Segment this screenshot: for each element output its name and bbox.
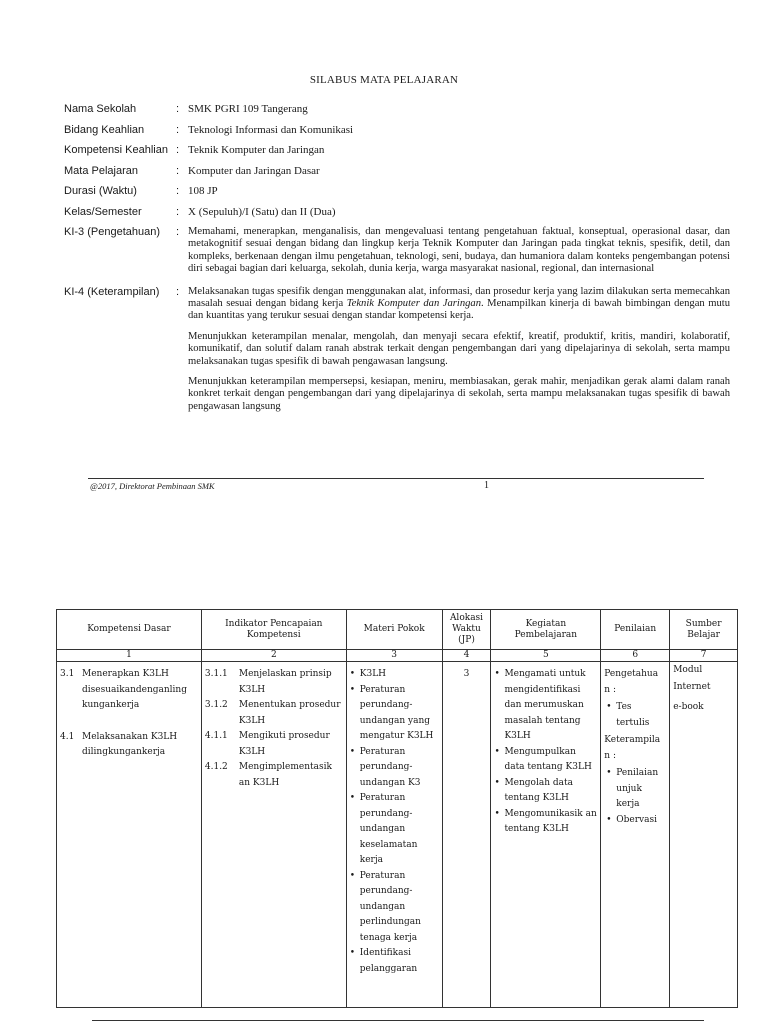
sumber-item: Modul — [673, 665, 703, 675]
footer-divider — [92, 1020, 704, 1021]
header-penilaian: Penilaian — [601, 610, 670, 650]
footer-divider — [88, 478, 704, 479]
list-item: • Tes tertulis — [606, 700, 666, 731]
field-label: Kompetensi Keahlian — [64, 144, 168, 156]
field-ki4: KI-4 (Keterampilan) : Melaksanakan tugas spesifik dengan menggunakan alat, informasi, dan prosedur kerja yang lazim dilakukan serta memecahkan masalah sesuai dengan bidang kerja Teknik Komputer dan Jaringan. Menampilkan kinerja di bawah bimbingan dengan mutu dan kuantitas yang terukur sesuai dengan standar kompetensi kerja. Menunjukkan keterampilan menalar, mengolah, dan menyaji secara efektif, kreatif, produktif, kritis, mandiri, kolaboratif, komunikatif, dan solutif dalam ranah abstrak terkait dengan pengembangan dari yang dipelajarinya di sekolah, serta mampu melaksanakan tugas spesifik di bawah pengawasan langsung. Menunjukkan keterampilan mempersepsi, kesiapan, meniru, membiasakan, gerak mahir, menjadikan gerak alami dalam ranah konkret terkait dengan pengembangan dari yang dipelajarinya di sekolah, serta mampu melaksanakan tugas spesifik di bawah pengawasan langsung — [64, 285, 731, 412]
list-item: • Mengamati untuk mengidentifikasi dan merumuskan masalah tentang K3LH — [494, 667, 597, 745]
table-header-row — [57, 610, 738, 650]
sumber-item: e-book — [673, 702, 704, 712]
list-item: • Peraturan perundang-undangan K3 — [350, 745, 439, 792]
header-alokasi-waktu: Alokasi Waktu (JP) — [442, 610, 491, 650]
column-number: 1 — [57, 650, 202, 662]
penilaian-pengetahuan-list — [606, 700, 666, 731]
table-row — [57, 662, 738, 1008]
kegiatan-list — [494, 667, 597, 838]
column-number: 3 — [346, 650, 442, 662]
list-item: • Identifikasi pelanggaran — [350, 946, 439, 977]
page-title: SILABUS MATA PELAJARAN — [309, 74, 459, 86]
field-mata-pelajaran: Mata Pelajaran : Komputer dan Jaringan Dasar — [64, 165, 730, 178]
field-durasi: Durasi (Waktu) : 108 JP — [64, 185, 730, 198]
field-value: X (Sepuluh)/I (Satu) dan II (Dua) — [188, 205, 336, 218]
field-label: Nama Sekolah — [64, 103, 137, 115]
list-item: • Peraturan perundang-undangan keselamatan kerja — [350, 791, 439, 869]
page-number: 1 — [484, 480, 489, 491]
field-value: Teknologi Informasi dan Komunikasi — [188, 123, 354, 136]
ki4-paragraph-3: Menunjukkan keterampilan mempersepsi, kesiapan, meniru, membiasakan, gerak mahir, menjadikan gerak alami dalam ranah konkret terkait dengan pengembangan dari yang dipelajarinya di sekolah, serta mampu melaksanakan tugas spesifik di bawah pengawasan langsung — [188, 376, 730, 412]
ki4-text — [188, 286, 730, 414]
penilaian-keterampilan-list — [606, 766, 666, 828]
column-number: 7 — [670, 650, 738, 662]
kegiatan-cell — [491, 662, 601, 1008]
kompetensi-dasar-cell — [57, 662, 202, 1008]
indikator-cell — [201, 662, 346, 1008]
materi-pokok-cell — [346, 662, 442, 1008]
field-nama-sekolah: Nama Sekolah : SMK PGRI 109 Tangerang — [64, 103, 730, 116]
materi-list — [350, 667, 439, 977]
penilaian-keterampilan-label: Keterampila n : — [604, 735, 661, 761]
indikator-item: 4.1.1 Mengikuti prosedur K3LH — [204, 731, 330, 757]
list-item: • Penilaian unjuk kerja — [606, 766, 666, 813]
alokasi-waktu-cell: 3 — [442, 662, 491, 1008]
footer-credit: @2017, Direktorat Pembinaan SMK — [90, 481, 215, 491]
list-item: • Mengumpulkan data tentang K3LH — [494, 745, 597, 776]
kd-item: 3.1 Menerapkan K3LH disesuaikandenganling kungankerja — [60, 669, 187, 710]
field-value: Teknik Komputer dan Jaringan — [188, 144, 325, 156]
identity-block — [64, 103, 730, 421]
field-value: 108 JP — [188, 185, 218, 197]
column-number: 5 — [491, 650, 601, 662]
header-kegiatan: Kegiatan Pembelajaran — [491, 610, 601, 650]
indikator-item: 3.1.2 Menentukan prosedur K3LH — [204, 700, 341, 726]
list-item: • Mengomunikasik an tentang K3LH — [494, 807, 597, 838]
list-item: • Mengolah data tentang K3LH — [494, 776, 597, 807]
header-indikator: Indikator Pencapaian Kompetensi — [201, 610, 346, 650]
field-label: KI-4 (Keterampilan) — [64, 285, 160, 298]
field-kelas-semester: Kelas/Semester : X (Sepuluh)/I (Satu) dan II (Dua) — [64, 206, 730, 219]
field-label: Durasi (Waktu) — [64, 185, 137, 197]
column-number: 2 — [201, 650, 346, 662]
field-label: KI-3 (Pengetahuan) — [64, 226, 161, 238]
field-label: Bidang Keahlian — [64, 123, 145, 136]
field-bidang-keahlian: Bidang Keahlian : Teknologi Informasi dan Komunikasi — [64, 124, 730, 137]
penilaian-pengetahuan-label: Pengetahua n : — [604, 669, 659, 695]
list-item: • Peraturan perundang-undangan yang mengatur K3LH — [350, 683, 439, 745]
ki4-paragraph-1: Melaksanakan tugas spesifik dengan menggunakan alat, informasi, dan prosedur kerja yang lazim dilakukan serta memecahkan masalah sesuai dengan bidang kerja Teknik Komputer dan Jaringan. Menampilkan kinerja di bawah bimbingan dengan mutu dan kuantitas yang terukur sesuai dengan standar kompetensi kerja. — [188, 285, 731, 322]
column-number: 4 — [442, 650, 491, 662]
field-value: SMK PGRI 109 Tangerang — [188, 103, 308, 115]
field-value: Komputer dan Jaringan Dasar — [188, 164, 320, 177]
ki3-text: Memahami, menerapkan, menganalisis, dan mengevaluasi tentang pengetahuan faktual, konseptual, operasional dasar, dan metakognitif sesuai dengan bidang dan lingkup kerja Teknik Komputer dan Jaringan pada tingkat teknis, spesifik, detil, dan kompleks, berkenaan dengan ilmu pengetahuan, teknologi, seni, budaya, dan humaniora dalam konteks pengembangan potensi diri sebagai bagian dari keluarga, sekolah, dunia kerja, warga masyarakat nasional, regional, dan internasional — [188, 226, 730, 275]
list-item: • Peraturan perundang-undangan perlindungan tenaga kerja — [350, 869, 439, 947]
column-number-row — [57, 650, 738, 662]
field-label: Mata Pelajaran — [64, 164, 138, 177]
field-ki3: KI-3 (Pengetahuan) : Memahami, menerapkan, menganalisis, dan mengevaluasi tentang pengetahuan faktual, konseptual, operasional dasar, dan metakognitif sesuai dengan bidang dan lingkup kerja Teknik Komputer dan Jaringan pada tingkat teknis, spesifik, detil, dan kompleks, berkenaan dengan ilmu pengetahuan, teknologi, seni, budaya, dan humaniora dalam konteks pengembangan potensi diri sebagai bagian dari keluarga, sekolah, dunia kerja, warga masyarakat nasional, regional, dan internasional — [64, 226, 730, 275]
syllabus-page-2 — [0, 512, 768, 1024]
header-sumber-belajar: Sumber Belajar — [670, 610, 738, 650]
field-kompetensi-keahlian: Kompetensi Keahlian : Teknik Komputer dan Jaringan — [64, 144, 730, 157]
sumber-item: Internet — [673, 682, 711, 692]
indikator-item: 4.1.2 Mengimplementasik an K3LH — [204, 762, 332, 788]
penilaian-cell — [601, 662, 670, 1008]
ki4-paragraph-2: Menunjukkan keterampilan menalar, mengolah, dan menyaji secara efektif, kreatif, produktif, kritis, mandiri, kolaboratif, komunikatif, dan solutif dalam ranah abstrak terkait dengan pengembangan dari yang dipelajarinya di sekolah, serta mampu melaksanakan tugas spesifik di bawah pengawasan langsung. — [188, 330, 730, 367]
list-item: • K3LH — [350, 667, 439, 683]
syllabus-table — [56, 609, 738, 1008]
sumber-belajar-cell — [670, 662, 738, 1008]
kd-item: 4.1 Melaksanakan K3LH dilingkungankerja — [60, 731, 178, 757]
header-kompetensi-dasar: Kompetensi Dasar — [57, 610, 202, 650]
column-number: 6 — [601, 650, 670, 662]
field-label: Kelas/Semester — [64, 205, 142, 218]
list-item: • Obervasi — [606, 813, 666, 829]
indikator-item: 3.1.1 Menjelaskan prinsip K3LH — [204, 669, 332, 695]
header-materi-pokok: Materi Pokok — [346, 610, 442, 650]
